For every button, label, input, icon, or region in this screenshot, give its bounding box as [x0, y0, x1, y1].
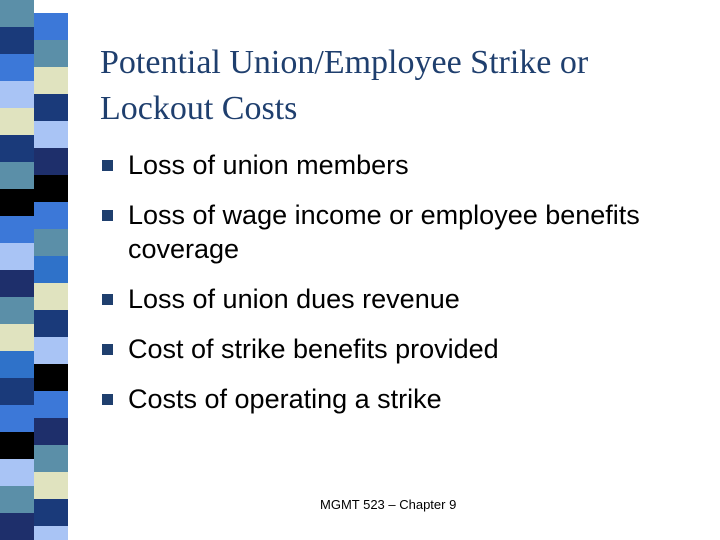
bullet-list	[100, 148, 700, 432]
stripe-block	[34, 418, 68, 445]
stripe-block	[34, 310, 68, 337]
stripe-block	[34, 148, 68, 175]
title-line: Potential Union/Employee Strike or	[100, 44, 589, 81]
stripe-block	[34, 121, 68, 148]
square-bullet-icon	[102, 394, 113, 405]
stripe-block	[34, 67, 68, 94]
stripe-block	[0, 459, 34, 486]
stripe-block	[0, 297, 34, 324]
bullet-text: Loss of union members	[128, 150, 409, 180]
stripe-block	[34, 526, 68, 540]
bullet-text: Loss of union dues revenue	[128, 284, 460, 314]
square-bullet-icon	[102, 294, 113, 305]
stripe-block	[34, 337, 68, 364]
bullet-item	[100, 332, 700, 366]
square-bullet-icon	[102, 160, 113, 171]
stripe-block	[34, 364, 68, 391]
stripe-block	[34, 229, 68, 256]
stripe-block	[0, 486, 34, 513]
stripe-block	[0, 108, 34, 135]
stripe-block	[0, 270, 34, 297]
stripe-block	[0, 81, 34, 108]
stripe-block	[34, 94, 68, 121]
stripe-block	[0, 351, 34, 378]
square-bullet-icon	[102, 210, 113, 221]
bullet-text: Cost of strike benefits provided	[128, 334, 499, 364]
stripe-block	[0, 27, 34, 54]
bullet-item	[100, 198, 700, 266]
stripe-block	[34, 175, 68, 202]
stripe-block	[34, 202, 68, 229]
stripe-block	[0, 216, 34, 243]
stripe-block	[34, 283, 68, 310]
stripe-block	[34, 499, 68, 526]
bullet-item	[100, 382, 700, 416]
stripe-block	[0, 135, 34, 162]
stripe-block	[0, 162, 34, 189]
stripe-block	[0, 0, 34, 27]
slide-title	[100, 40, 700, 132]
bullet-text: Loss of wage income or employee benefits coverage	[128, 200, 640, 264]
square-bullet-icon	[102, 344, 113, 355]
stripe-block	[34, 40, 68, 67]
stripe-block	[0, 432, 34, 459]
stripe-block	[34, 256, 68, 283]
slide-footer: MGMT 523 – Chapter 9	[320, 497, 457, 512]
stripe-block	[0, 243, 34, 270]
stripe-block	[0, 54, 34, 81]
title-line: Lockout Costs	[100, 90, 298, 127]
stripe-block	[0, 513, 34, 540]
stripe-block	[34, 391, 68, 418]
stripe-block	[34, 472, 68, 499]
bullet-text: Costs of operating a strike	[128, 384, 442, 414]
stripe-block	[0, 324, 34, 351]
stripe-block	[34, 13, 68, 40]
bullet-item	[100, 282, 700, 316]
stripe-block	[0, 189, 34, 216]
stripe-block	[0, 378, 34, 405]
stripe-block	[34, 445, 68, 472]
stripe-block	[0, 405, 34, 432]
bullet-item	[100, 148, 700, 182]
